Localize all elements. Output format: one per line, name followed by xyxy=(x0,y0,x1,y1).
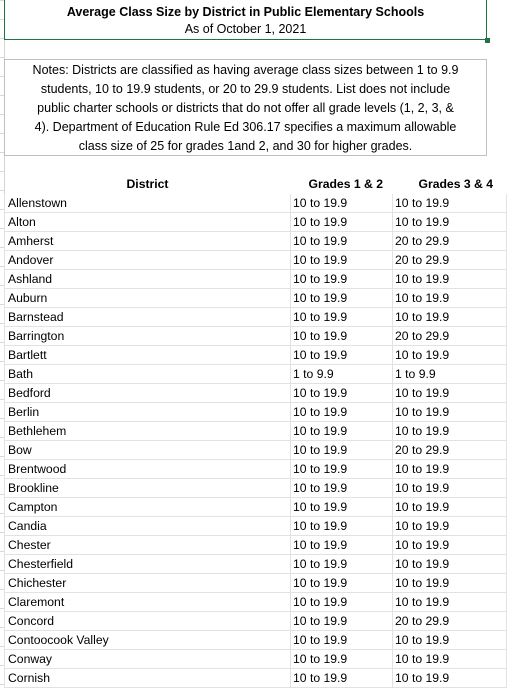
notes-line: 4). Department of Education Rule Ed 306.17 specifies a maximum allowable xyxy=(34,120,457,134)
grades-3-4-cell[interactable]: 20 to 29.9 xyxy=(393,232,507,251)
district-cell[interactable]: Bedford xyxy=(4,384,291,403)
grades-3-4-cell[interactable]: 10 to 19.9 xyxy=(393,403,507,422)
district-cell[interactable]: Campton xyxy=(4,498,291,517)
grades-3-4-cell[interactable]: 10 to 19.9 xyxy=(393,422,507,441)
table-row xyxy=(4,441,507,460)
grades-1-2-cell[interactable]: 10 to 19.9 xyxy=(291,536,393,555)
grades-3-4-cell[interactable]: 10 to 19.9 xyxy=(393,289,507,308)
grades-1-2-cell[interactable]: 10 to 19.9 xyxy=(291,517,393,536)
table-row xyxy=(4,612,507,631)
grades-3-4-cell[interactable]: 20 to 29.9 xyxy=(393,251,507,270)
district-cell[interactable]: Amherst xyxy=(4,232,291,251)
grades-1-2-cell[interactable]: 10 to 19.9 xyxy=(291,289,393,308)
title-cell[interactable] xyxy=(4,0,487,40)
grades-3-4-cell[interactable]: 10 to 19.9 xyxy=(393,631,507,650)
grades-3-4-cell[interactable]: 10 to 19.9 xyxy=(393,270,507,289)
table-row xyxy=(4,669,507,688)
district-cell[interactable]: Cornish xyxy=(4,669,291,688)
table-row xyxy=(4,517,507,536)
grades-3-4-cell[interactable]: 10 to 19.9 xyxy=(393,460,507,479)
table-row xyxy=(4,498,507,517)
table-row xyxy=(4,403,507,422)
district-cell[interactable]: Alton xyxy=(4,213,291,232)
district-cell[interactable]: Barnstead xyxy=(4,308,291,327)
grades-3-4-cell[interactable]: 10 to 19.9 xyxy=(393,213,507,232)
grades-3-4-cell[interactable]: 10 to 19.9 xyxy=(393,194,507,213)
notes-line: public charter schools or districts that do not offer all grade levels (1, 2, 3, & xyxy=(37,101,454,115)
grades-3-4-cell[interactable]: 10 to 19.9 xyxy=(393,308,507,327)
grades-3-4-cell[interactable]: 10 to 19.9 xyxy=(393,479,507,498)
table-row xyxy=(4,194,507,213)
district-cell[interactable]: Chester xyxy=(4,536,291,555)
grades-1-2-cell[interactable]: 10 to 19.9 xyxy=(291,422,393,441)
grades-1-2-cell[interactable]: 10 to 19.9 xyxy=(291,593,393,612)
grades-1-2-cell[interactable]: 10 to 19.9 xyxy=(291,251,393,270)
report-title: Average Class Size by District in Public Elementary Schools xyxy=(66,5,425,19)
grades-1-2-cell[interactable]: 1 to 9.9 xyxy=(291,365,393,384)
district-cell[interactable]: Allenstown xyxy=(4,194,291,213)
district-cell[interactable]: Barrington xyxy=(4,327,291,346)
grades-1-2-cell[interactable]: 10 to 19.9 xyxy=(291,270,393,289)
table-row xyxy=(4,308,507,327)
table-row xyxy=(4,289,507,308)
grades-3-4-cell[interactable]: 10 to 19.9 xyxy=(393,498,507,517)
grades-3-4-cell[interactable]: 10 to 19.9 xyxy=(393,517,507,536)
grades-3-4-cell[interactable]: 20 to 29.9 xyxy=(393,327,507,346)
notes-line: students, 10 to 19.9 students, or 20 to 29.9 students. List does not include xyxy=(40,82,451,96)
district-cell[interactable]: Contoocook Valley xyxy=(4,631,291,650)
grades-1-2-cell[interactable]: 10 to 19.9 xyxy=(291,479,393,498)
district-cell[interactable]: Chesterfield xyxy=(4,555,291,574)
table-row xyxy=(4,213,507,232)
table-row xyxy=(4,251,507,270)
grades-3-4-cell[interactable]: 10 to 19.9 xyxy=(393,650,507,669)
table-row xyxy=(4,232,507,251)
table-header-row xyxy=(4,174,507,194)
district-cell[interactable]: Bow xyxy=(4,441,291,460)
district-cell[interactable]: Claremont xyxy=(4,593,291,612)
table-body xyxy=(4,194,507,688)
grades-3-4-cell[interactable]: 10 to 19.9 xyxy=(393,669,507,688)
header-district[interactable]: District xyxy=(126,177,169,191)
grades-1-2-cell[interactable]: 10 to 19.9 xyxy=(291,460,393,479)
notes-line: Notes: Districts are classified as having average class sizes between 1 to 9.9 xyxy=(32,63,459,77)
table-row xyxy=(4,327,507,346)
grades-1-2-cell[interactable]: 10 to 19.9 xyxy=(291,346,393,365)
district-cell[interactable]: Bath xyxy=(4,365,291,384)
district-cell[interactable]: Chichester xyxy=(4,574,291,593)
grades-1-2-cell[interactable]: 10 to 19.9 xyxy=(291,498,393,517)
district-cell[interactable]: Concord xyxy=(4,612,291,631)
grades-3-4-cell[interactable]: 10 to 19.9 xyxy=(393,555,507,574)
table-row xyxy=(4,270,507,289)
district-cell[interactable]: Conway xyxy=(4,650,291,669)
grades-1-2-cell[interactable]: 10 to 19.9 xyxy=(291,213,393,232)
grades-1-2-cell[interactable]: 10 to 19.9 xyxy=(291,631,393,650)
table-row xyxy=(4,536,507,555)
table-row xyxy=(4,631,507,650)
table-row xyxy=(4,346,507,365)
district-cell[interactable]: Bethlehem xyxy=(4,422,291,441)
district-cell[interactable]: Ashland xyxy=(4,270,291,289)
district-cell[interactable]: Brentwood xyxy=(4,460,291,479)
table-row xyxy=(4,479,507,498)
district-cell[interactable]: Berlin xyxy=(4,403,291,422)
notes-line: class size of 25 for grades 1and 2, and 30 for higher grades. xyxy=(78,139,413,153)
district-cell[interactable]: Brookline xyxy=(4,479,291,498)
grades-1-2-cell[interactable]: 10 to 19.9 xyxy=(291,669,393,688)
header-grades-3-4[interactable]: Grades 3 & 4 xyxy=(418,177,493,191)
grades-1-2-cell[interactable]: 10 to 19.9 xyxy=(291,194,393,213)
district-cell[interactable]: Andover xyxy=(4,251,291,270)
grades-3-4-cell[interactable]: 10 to 19.9 xyxy=(393,536,507,555)
class-size-table xyxy=(4,174,507,688)
table-row xyxy=(4,555,507,574)
grades-3-4-cell[interactable]: 10 to 19.9 xyxy=(393,574,507,593)
grades-1-2-cell[interactable]: 10 to 19.9 xyxy=(291,232,393,251)
grades-3-4-cell[interactable]: 20 to 29.9 xyxy=(393,441,507,460)
district-cell[interactable]: Auburn xyxy=(4,289,291,308)
grades-1-2-cell[interactable]: 10 to 19.9 xyxy=(291,441,393,460)
district-cell[interactable]: Candia xyxy=(4,517,291,536)
table-row xyxy=(4,574,507,593)
table-row xyxy=(4,365,507,384)
grades-3-4-cell[interactable]: 10 to 19.9 xyxy=(393,593,507,612)
grades-1-2-cell[interactable]: 10 to 19.9 xyxy=(291,384,393,403)
table-row xyxy=(4,422,507,441)
grades-3-4-cell[interactable]: 20 to 29.9 xyxy=(393,612,507,631)
grades-3-4-cell[interactable]: 1 to 9.9 xyxy=(393,365,507,384)
table-row xyxy=(4,384,507,403)
grades-3-4-cell[interactable]: 10 to 19.9 xyxy=(393,384,507,403)
district-cell[interactable]: Bartlett xyxy=(4,346,291,365)
grades-1-2-cell[interactable]: 10 to 19.9 xyxy=(291,327,393,346)
grades-1-2-cell[interactable]: 10 to 19.9 xyxy=(291,612,393,631)
table-row xyxy=(4,650,507,669)
grades-1-2-cell[interactable]: 10 to 19.9 xyxy=(291,555,393,574)
grades-3-4-cell[interactable]: 10 to 19.9 xyxy=(393,346,507,365)
table-row xyxy=(4,460,507,479)
grades-1-2-cell[interactable]: 10 to 19.9 xyxy=(291,650,393,669)
header-grades-1-2[interactable]: Grades 1 & 2 xyxy=(308,177,383,191)
grades-1-2-cell[interactable]: 10 to 19.9 xyxy=(291,308,393,327)
notes-box[interactable] xyxy=(4,59,487,156)
selection-fill-handle[interactable] xyxy=(485,38,490,43)
report-date: As of October 1, 2021 xyxy=(184,22,307,36)
grades-1-2-cell[interactable]: 10 to 19.9 xyxy=(291,574,393,593)
grades-1-2-cell[interactable]: 10 to 19.9 xyxy=(291,403,393,422)
table-row xyxy=(4,593,507,612)
